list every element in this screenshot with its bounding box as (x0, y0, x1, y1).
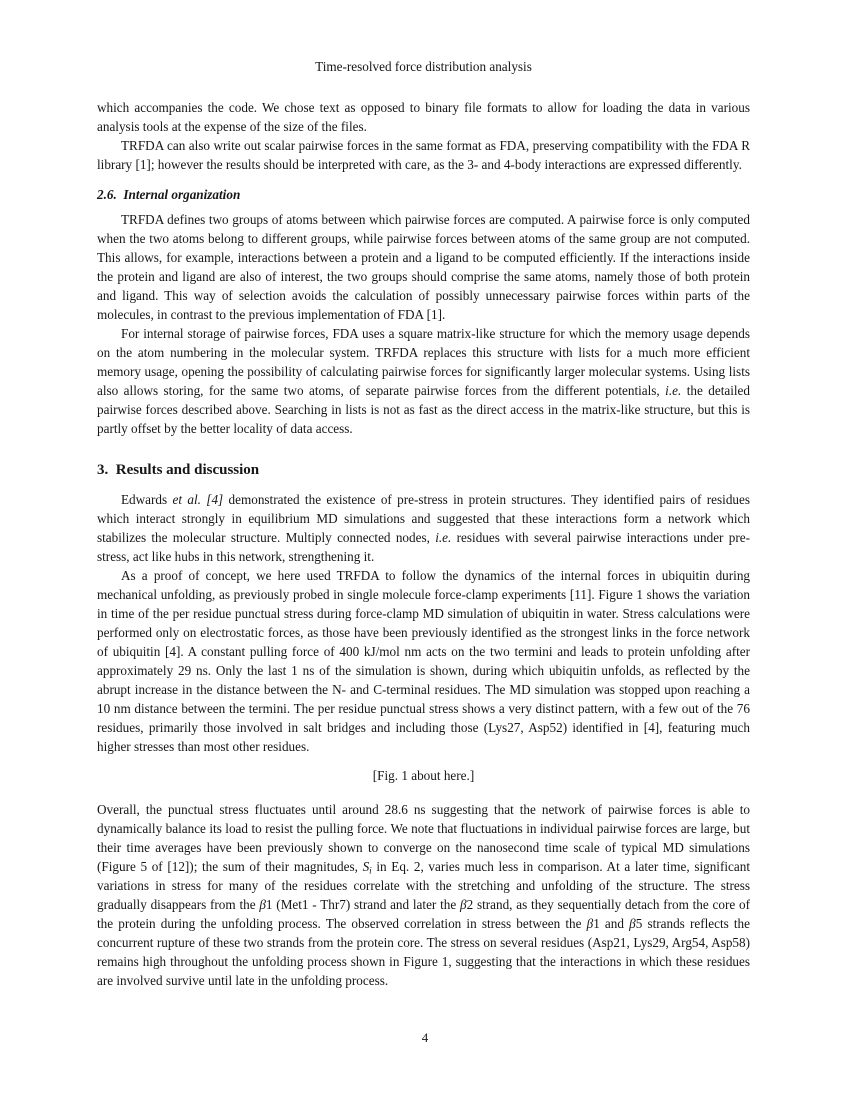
section-heading-results-and-discussion: 3. Results and discussion (97, 462, 260, 478)
running-head: Time-resolved force distribution analysis (315, 59, 532, 74)
paragraph-proof-of-concept: As a proof of concept, we here used TRFDA to follow the dynamics of the internal forces in ubiquitin during mechanical unfolding, as previously probed in single molecule force-clamp experiments [11]. Figure 1 shows the variation in time of the per residue punctual stress during force-clamp MD simulation of ubiquitin in water. Stress calculations were performed only on electrostatic forces, as those have been previously identified as the strongest links in the force network of ubiquitin [4]. A constant pulling force of 400 kJ/mol nm acts on the two termini and leads to protein unfolding after approximately 29 ns. Only the last 1 ns of the simulation is shown, during which ubiquitin unfolds, as reflected by the abrupt increase in the distance between the N- and C-terminal residues. The MD simulation was stopped upon reaching a 10 nm distance between the termini. The per residue punctual stress shows a very distinct pattern, with a few out of the 76 residues, primarily those involved in salt bridges and including those (Lys27, Asp52) identified in [4], featuring much higher stresses than most other residues. (97, 568, 750, 754)
figure-placeholder: [Fig. 1 about here.] (372, 768, 475, 783)
paragraph-overall-stress: Overall, the punctual stress fluctuates until around 28.6 ns suggesting that the network of pairwise forces is able to dynamically balance its load to resist the pulling force. We note that fluctuations in individual pairwise forces are large, but their time averages have been previously shown to converge on the nanosecond time scale of typical MD simulations (Figure 5 of [12]); the sum of their magnitudes, $S_i$ in Eq. 2, varies much less in comparison. At a later time, significant variations in stress for many of the residues correlate with the stretching and unfolding of the structure. The stress gradually disappears from the β1 (Met1 - Thr7) strand and later the β2 strand, as they sequentially detach from the core of the protein during the unfolding process. The observed correlation in stress between the β1 and β5 strands reflects the concurrent rupture of these two strands from the protein core. The stress on several residues (Asp21, Lys29, Arg54, Asp58) remains high throughout the unfolding process shown in Figure 1, suggesting that the interactions in which these residues are involved survive until late in the unfolding process. (97, 802, 751, 988)
page-content (97, 57, 750, 990)
paragraph-scalar-pairwise-forces: TRFDA can also write out scalar pairwise forces in the same format as FDA, preserving compatibility with the FDA R library [1]; however the results should be interpreted with care, as the 3- and 4-body interactions are expressed differently. (97, 138, 750, 172)
subsection-heading-internal-organization: 2.6. Internal organization (97, 187, 241, 202)
paragraph-file-formats: which accompanies the code. We chose text as opposed to binary file formats to allow for loading the data in various analysis tools at the expense of the size of the files. (97, 100, 750, 134)
page-number: 4 (421, 1030, 429, 1045)
paragraph-pre-stress: Edwards et al. [4] demonstrated the existence of pre-stress in protein structures. They identified pairs of residues which interact strongly in equilibrium MD simulations and suggested that these interactions form a network which stabilizes the molecular structure. Multiply connected nodes, i.e. residues with several pairwise interactions under pre-stress, act like hubs in this network, strengthening it. (97, 492, 750, 564)
paragraph-internal-storage: For internal storage of pairwise forces, FDA uses a square matrix-like structure for which the memory usage depends on the atom numbering in the molecular system. TRFDA replaces this structure with lists for a much more efficient memory usage, opening the possibility of calculating pairwise forces for significantly larger molecular systems. Using lists also allows storing, for the same two atoms, of separate pairwise forces from the different potentials, i.e. the detailed pairwise forces described above. Searching in lists is not as fast as the direct access in the matrix-like structure, but this is partly offset by the better locality of data access. (97, 326, 751, 436)
paragraph-atom-groups: TRFDA defines two groups of atoms between which pairwise forces are computed. A pairwise force is only computed when the two atoms belong to different groups, while pairwise forces between atoms of the same group are not computed. This allows, for example, interactions between a protein and a ligand to be computed efficiently. If the interactions inside the protein and ligand are also of interest, the two groups should comprise the same atoms, namely those of both protein and ligand. This way of selection avoids the calculation of possibly unnecessary pairwise forces within parts of the molecules, in contrast to the previous implementation of FDA [1]. (97, 212, 750, 322)
